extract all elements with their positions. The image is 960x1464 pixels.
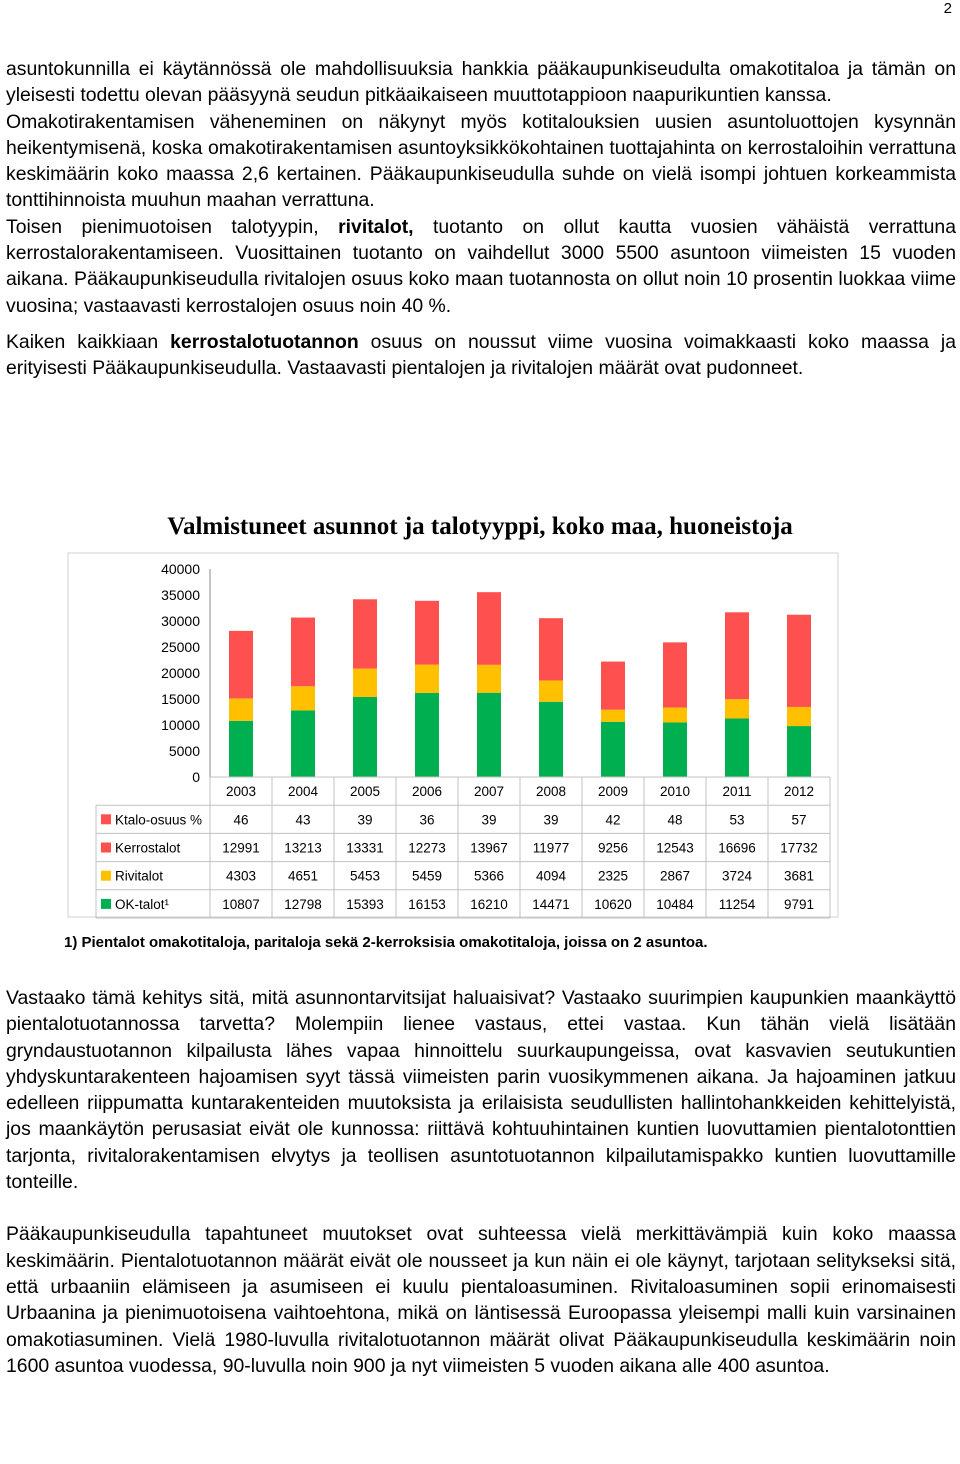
table-cell-value: 2867	[659, 868, 691, 884]
bar-segment	[725, 612, 749, 699]
table-cell-value: 3724	[721, 868, 753, 884]
y-tick-label: 35000	[161, 587, 200, 603]
bar-segment	[291, 618, 315, 687]
bar-segment	[601, 722, 625, 777]
x-category-label: 2007	[473, 784, 505, 800]
x-category-label: 2004	[287, 784, 319, 800]
paragraph-4-start: Kaiken kaikkiaan	[6, 330, 171, 353]
bar-segment	[353, 697, 377, 777]
paragraph-3	[6, 214, 956, 319]
page-number: 2	[943, 0, 952, 17]
y-tick-label: 20000	[161, 665, 200, 681]
y-tick-label: 15000	[161, 691, 200, 707]
y-tick-label: 0	[192, 769, 200, 785]
y-tick-label: 5000	[168, 743, 200, 759]
y-tick-label: 40000	[161, 561, 200, 577]
bar-segment	[787, 707, 811, 726]
bar-segment	[787, 726, 811, 777]
table-cell-value: 4303	[225, 868, 257, 884]
table-cell-value: 16153	[408, 896, 446, 912]
legend-key	[101, 899, 111, 909]
bar-segment	[415, 693, 439, 777]
legend-key	[101, 871, 111, 881]
legend-key	[101, 843, 111, 853]
table-cell-value: 5459	[411, 868, 443, 884]
y-tick-label: 10000	[161, 717, 200, 733]
table-cell-value: 39	[543, 812, 559, 828]
table-cell-value: 5453	[349, 868, 381, 884]
table-cell-value: 12798	[284, 896, 322, 912]
table-cell-value: 4651	[287, 868, 319, 884]
table-cell-value: 13967	[470, 840, 508, 856]
paragraph-3-bold: rivitalot,	[338, 215, 414, 238]
bar-segment	[601, 710, 625, 722]
table-cell-value: 12543	[656, 840, 694, 856]
x-category-label: 2006	[411, 784, 443, 800]
stacked-bar-chart	[0, 545, 960, 920]
text-block-top	[6, 56, 956, 382]
paragraph-4-end: osuus on noussut viime vuosina voimakkaasti koko maassa ja erityisesti Pääkaupunkiseudulla. Vastaavasti pientalojen ja rivitalojen määrät ovat pudonneet.	[6, 330, 956, 380]
y-tick-label: 30000	[161, 613, 200, 629]
paragraph-6: Pääkaupunkiseudulla tapahtuneet muutokset ovat suhteessa vielä merkittävämpiä kuin koko maassa keskimäärin. Pientalotuotannon määrät eivät ole nousseet ja kun näin ei ole käynyt, tarjotaan selitykseksi sitä, että urbaaniin elämiseen ja asumiseen ei kuulu pientaloasuminen. Rivitaloasuminen sopii erinomaisesti Urbaanina ja pienimuotoisena vaihtoehtona, mikä on läntisessä Euroopassa yleisempi malli kuin varsinainen omakotiasuminen. Vielä 1980-luvulla rivitalotuotannon määrät olivat Pääkaupunkiseudulla keskimäärin noin 1600 asuntoa vuodessa, 90-luvulla noin 900 ja nyt viimeisten 5 vuoden aikana alle 400 asuntoa.	[6, 1223, 956, 1377]
bar-segment	[229, 721, 253, 777]
bar-segment	[353, 669, 377, 697]
bar-segment	[291, 710, 315, 777]
bar-segment	[415, 665, 439, 693]
chart-footnote: 1) Pientalot omakotitaloja, paritaloja sekä 2-kerroksisia omakotitaloja, joissa on 2 asuntoa.	[64, 934, 708, 951]
table-cell-value: 3681	[783, 868, 815, 884]
legend-key	[101, 814, 111, 824]
bar-segment	[725, 718, 749, 777]
bar-segment	[353, 599, 377, 668]
table-cell-value: 11977	[532, 840, 570, 856]
x-category-label: 2012	[783, 784, 815, 800]
table-cell-value: 12991	[222, 840, 260, 856]
table-cell-value: 13331	[346, 840, 384, 856]
x-category-label: 2009	[597, 784, 629, 800]
table-cell-value: 10807	[222, 896, 260, 912]
bar-segment	[477, 592, 501, 665]
table-cell-value: 53	[729, 812, 745, 828]
table-cell-value: 12273	[408, 840, 446, 856]
x-category-label: 2010	[659, 784, 691, 800]
table-cell-value: 57	[791, 812, 807, 828]
bar-segment	[415, 601, 439, 665]
table-cell-value: 14471	[532, 896, 570, 912]
paragraph-3-end: tuotanto on ollut kautta vuosien vähäistä verrattuna kerrostalorakentamiseen. Vuosittainen tuotanto on vaihdellut 3000 5500 asuntoon viimeisten 15 vuoden aikana. Pääkaupunkiseudulla rivitalojen osuus koko maan tuotannosta on ollut noin 10 prosentin luokkaa viime vuosina; vastaavasti kerrostalojen osuus noin 40 %.	[6, 215, 957, 317]
table-cell-value: 42	[605, 812, 621, 828]
table-cell-value: 15393	[346, 896, 384, 912]
chart-frame	[68, 553, 838, 917]
table-cell-value: 5366	[473, 868, 505, 884]
bar-segment	[663, 722, 687, 777]
table-cell-value: 16696	[718, 840, 756, 856]
bar-segment	[477, 693, 501, 777]
table-row-label: Kerrostalot	[115, 840, 181, 856]
table-cell-value: 39	[481, 812, 497, 828]
table-cell-value: 39	[357, 812, 373, 828]
table-cell-value: 11254	[718, 896, 756, 912]
paragraph-1: asuntokunnilla ei käytännössä ole mahdollisuuksia hankkia pääkaupunkiseudulta omakotitaloa ja tämän on yleisesti todettu olevan pääsyynä seudun pitkäaikaiseen muuttotappioon naapurikuntien kanssa.	[6, 58, 956, 107]
table-cell-value: 2325	[597, 868, 629, 884]
table-cell-value: 9256	[597, 840, 629, 856]
table-row-label: Ktalo-osuus %	[115, 812, 203, 828]
paragraph-2: Omakotirakentamisen väheneminen on näkynyt myös kotitalouksien uusien asuntoluottojen kysynnän heikentymisenä, koska omakotirakentamisen asuntoyksikkökohtainen tuottajahinta on kerrostaloihin verrattuna keskimäärin koko maassa 2,6 kertainen. Pääkaupunkiseudulla suhde on vielä isompi johtuen korkeammista tonttihinnoista muuhun maahan verrattuna.	[6, 110, 956, 212]
table-cell-value: 46	[233, 812, 249, 828]
table-row-label: OK-talot¹	[115, 896, 170, 912]
bar-segment	[787, 615, 811, 707]
bar-segment	[663, 708, 687, 723]
x-category-label: 2011	[722, 784, 752, 800]
chart-title: Valmistuneet asunnot ja talotyyppi, koko maa, huoneistoja	[167, 513, 793, 540]
bar-segment	[539, 680, 563, 701]
table-cell-value: 48	[667, 812, 683, 828]
bar-segment	[539, 702, 563, 777]
table-cell-value: 13213	[284, 840, 322, 856]
paragraph-4-bold: kerrostalotuotannon	[170, 330, 359, 353]
paragraph-4	[6, 329, 956, 382]
table-cell-value: 36	[419, 812, 435, 828]
table-cell-value: 4094	[535, 868, 567, 884]
x-category-label: 2005	[349, 784, 381, 800]
text-block-bottom	[6, 985, 956, 1379]
paragraph-5: Vastaako tämä kehitys sitä, mitä asunnontarvitsijat haluaisivat? Vastaako suurimpien kaupunkien maankäyttö pientalotuotannossa tarvetta? Molempiin lienee vastaus, ettei vastaa. Kun tähän vielä lisätään gryndaustuotannon kilpailusta lähes vapaa hinnoittelu suurkaupungeissa, ovat kasvavien seutukuntien yhdyskuntarakenteen hajoamisen syyt tässä viimeisten parin vuosikymmenen aikana. Ja hajoaminen jatkuu edelleen riippumatta kuntarakenteiden muutoksista ja erilaisista seudullisten hallintohankkeiden kehittelyistä, jos maankäytön perusasiat eivät ole kunnossa: riittävä kohtuuhintainen kuntien luovuttamien pientalotonttien tarjonta, rivitalorakentamisen elvytys ja teollisen asuntotuotannon kilpailutamispakko kuntien luovuttamille tonteille.	[6, 987, 956, 1194]
table-cell-value: 16210	[470, 896, 508, 912]
bar-segment	[291, 686, 315, 710]
bar-segment	[229, 698, 253, 720]
table-cell-value: 17732	[780, 840, 818, 856]
x-category-label: 2003	[225, 784, 257, 800]
table-cell-value: 10484	[656, 896, 694, 912]
bar-segment	[601, 662, 625, 710]
table-cell-value: 43	[295, 812, 311, 828]
table-cell-value: 9791	[783, 896, 815, 912]
bar-segment	[725, 699, 749, 718]
y-tick-label: 25000	[161, 639, 200, 655]
table-row-label: Rivitalot	[115, 868, 164, 884]
bar-segment	[663, 642, 687, 707]
paragraph-3-start: Toisen pienimuotoisen talotyypin,	[6, 215, 339, 238]
bar-segment	[229, 631, 253, 699]
table-cell-value: 10620	[594, 896, 632, 912]
bar-segment	[539, 618, 563, 680]
bar-segment	[477, 665, 501, 693]
x-category-label: 2008	[535, 784, 567, 800]
